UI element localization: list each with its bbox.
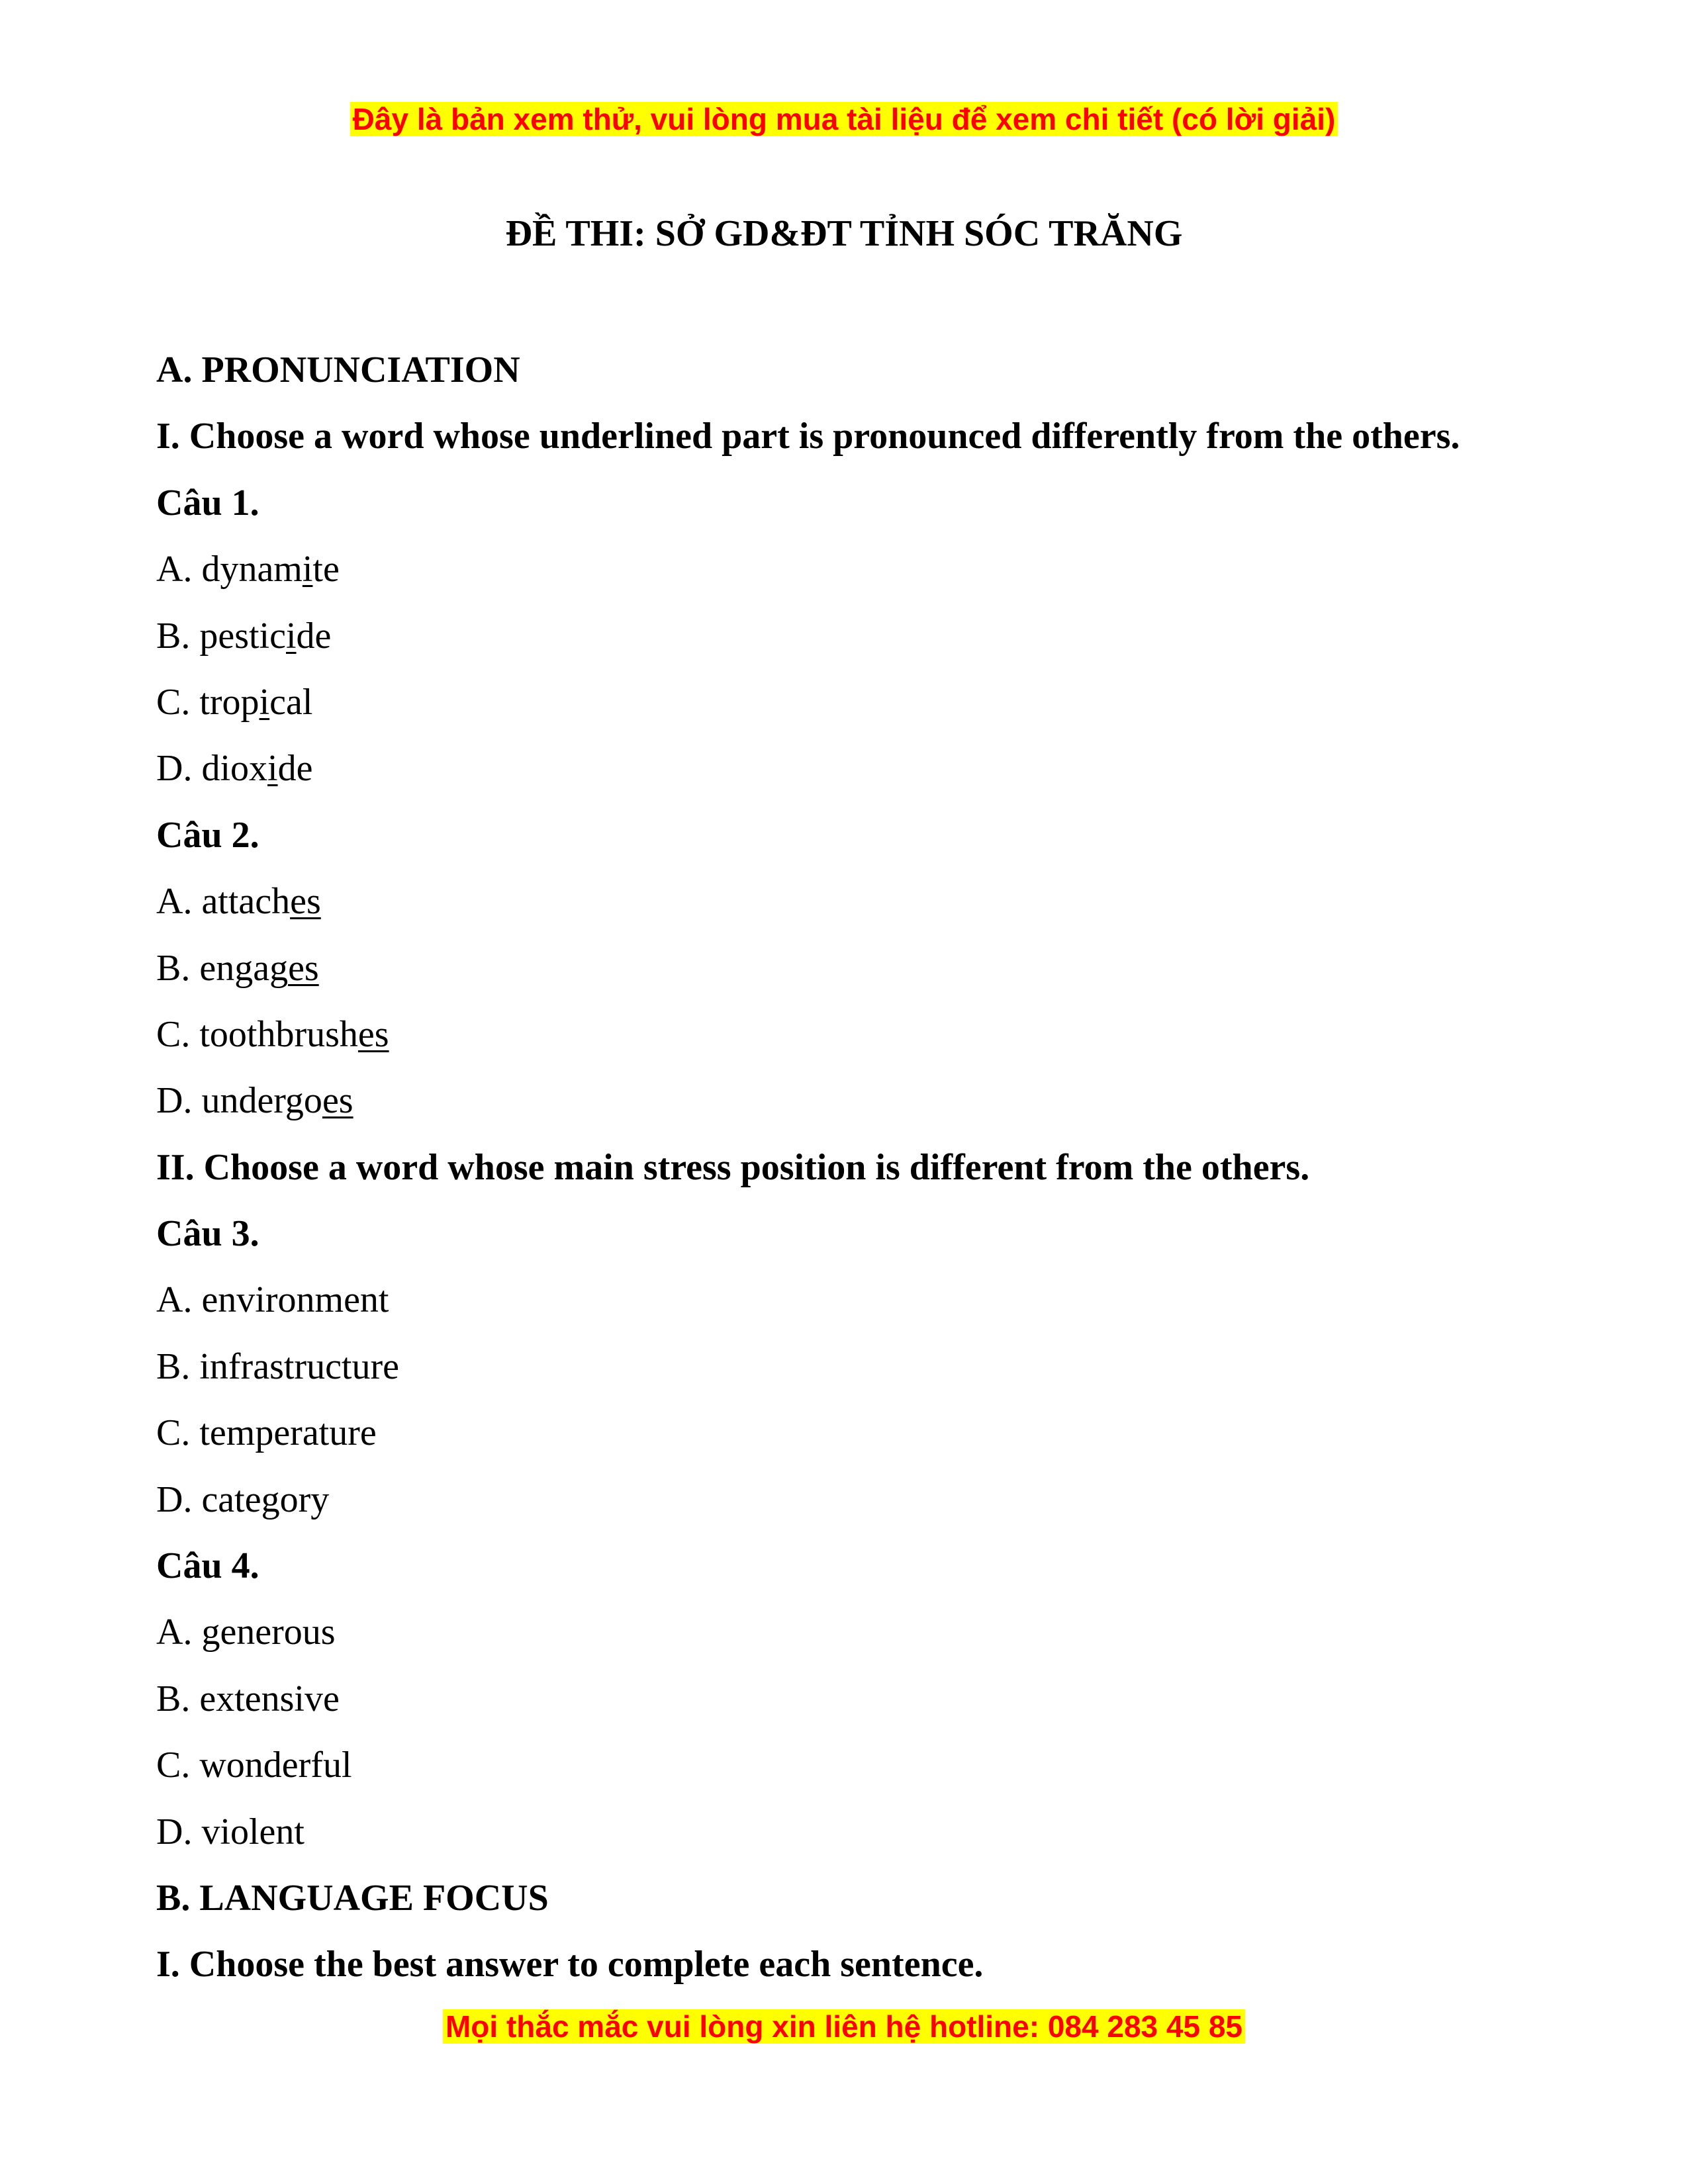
question-4-option-c: C. wonderful	[156, 1745, 352, 1786]
question-4-option-d: D. violent	[156, 1811, 305, 1852]
section-b-heading: B. LANGUAGE FOCUS	[156, 1877, 549, 1919]
question-3-option-a: A. environment	[156, 1279, 389, 1321]
question-3-label: Câu 3.	[156, 1213, 259, 1255]
underlined-part: i	[259, 681, 270, 723]
section-a-part1-instruction: I. Choose a word whose underlined part is pronounced differently from the others.	[156, 416, 1460, 457]
question-3-option-d: D. category	[156, 1479, 330, 1520]
question-3-option-b: B. infrastructure	[156, 1345, 399, 1387]
question-1-label: Câu 1.	[156, 482, 259, 523]
question-2-label: Câu 2.	[156, 814, 259, 856]
section-b-part1-instruction: I. Choose the best answer to complete each sentence.	[156, 1944, 984, 1985]
question-2-option-c: C. toothbrushes	[156, 1013, 389, 1055]
exam-content	[156, 346, 1546, 2007]
preview-notice-text: Đây là bản xem thử, vui lòng mua tài liệu để xem chi tiết (có lời giải)	[350, 102, 1338, 136]
underlined-part: i	[285, 615, 297, 657]
question-4-label: Câu 4.	[156, 1545, 259, 1587]
underlined-part: es	[288, 947, 319, 989]
question-2-option-b: B. engages	[156, 947, 319, 989]
question-1-option-a: A. dynamite	[156, 549, 340, 590]
question-1-option-b: B. pesticide	[156, 615, 332, 657]
preview-notice-banner	[0, 99, 1688, 139]
hotline-notice-text: Mọi thắc mắc vui lòng xin liên hệ hotline: 084 283 45 85	[443, 2009, 1245, 2044]
question-1-option-c: C. tropical	[156, 681, 313, 723]
hotline-notice-banner	[0, 2007, 1688, 2046]
question-3-option-c: C. temperature	[156, 1412, 377, 1454]
question-4-option-b: B. extensive	[156, 1678, 340, 1719]
question-1-option-d: D. dioxide	[156, 748, 313, 790]
section-a-heading: A. PRONUNCIATION	[156, 349, 520, 390]
underlined-part: i	[267, 748, 278, 790]
exam-title: ĐỀ THI: SỞ GD&ĐT TỈNH SÓC TRĂNG	[505, 213, 1183, 254]
question-2-option-a: A. attaches	[156, 881, 321, 923]
underlined-part: es	[322, 1080, 353, 1122]
underlined-part: es	[357, 1013, 389, 1055]
section-a-part2-instruction: II. Choose a word whose main stress position is different from the others.	[156, 1146, 1310, 1188]
question-2-option-d: D. undergoes	[156, 1080, 353, 1122]
underlined-part: i	[302, 549, 313, 590]
underlined-part: es	[290, 881, 321, 923]
question-4-option-a: A. generous	[156, 1612, 336, 1653]
